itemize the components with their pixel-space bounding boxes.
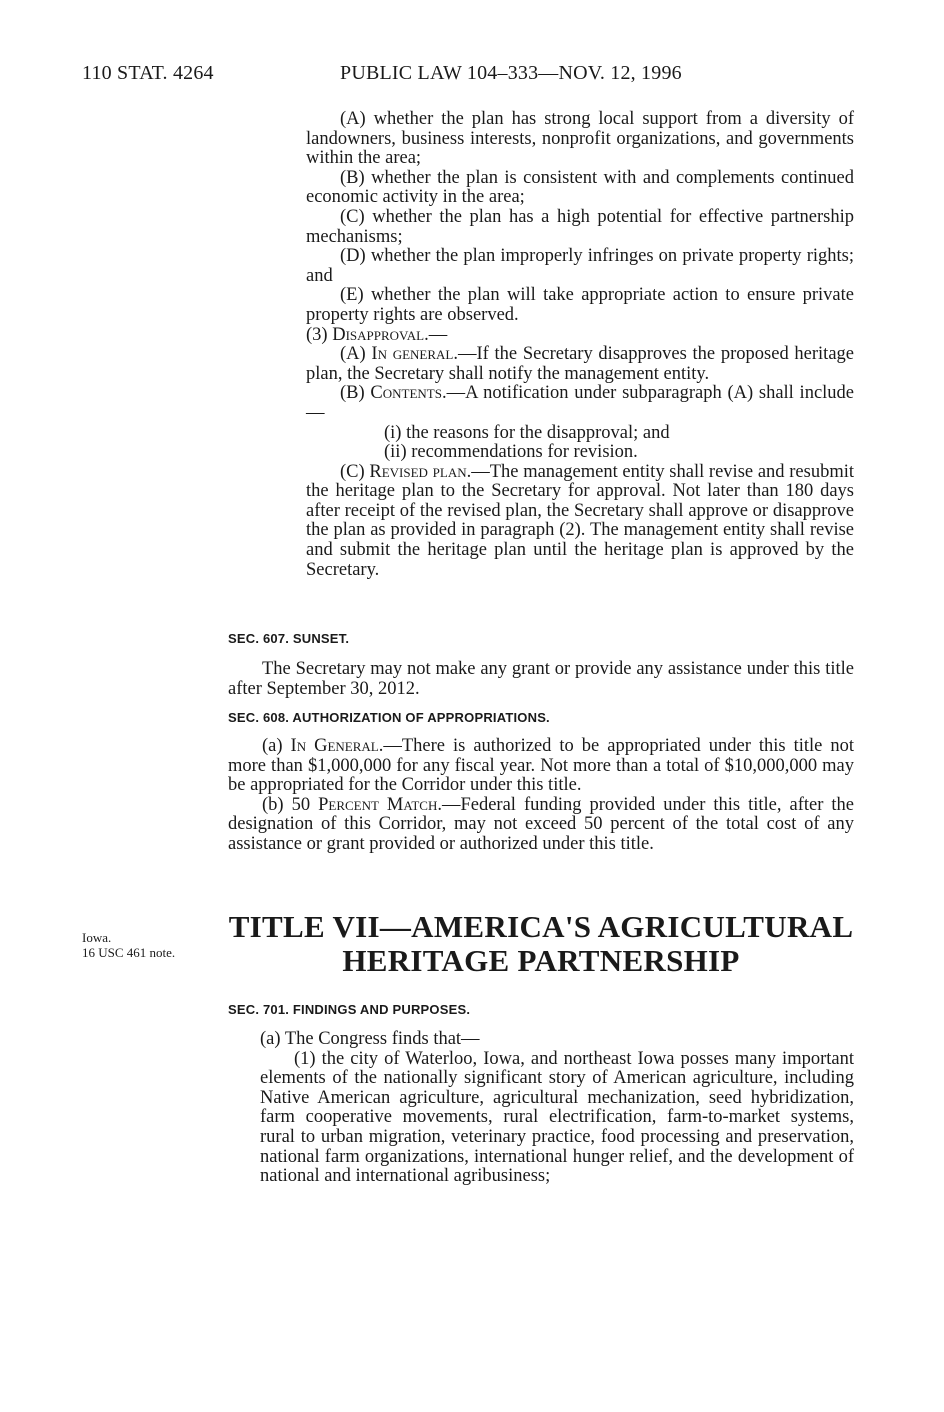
sec608-a-text: —There is authorized to be appropriated under this title not more than $1,000,000 for any fiscal year. Not more than a total of $10,000,000 may be appropriated for the Corridor under this title. — [228, 736, 854, 796]
criterion-e: (E) whether the plan will take appropriate action to ensure private property rights are observed. — [306, 285, 854, 325]
sec608-a-number: (a) — [262, 736, 283, 756]
criteria-block — [306, 110, 854, 580]
sec608-body — [228, 737, 854, 855]
disapproval-general — [306, 345, 854, 384]
revised-number: (C) — [340, 461, 365, 482]
criterion-a: (A) whether the plan has strong local support from a diversity of landowners, business interests, nonprofit organizations, and governments within the area; — [306, 109, 854, 169]
criterion-c: (C) whether the plan has a high potential for effective partnership mechanisms; — [306, 206, 854, 247]
title-line-1: TITLE VII—AMERICA'S AGRICULTURAL — [228, 909, 854, 944]
title-line-2: HERITAGE PARTNERSHIP — [342, 943, 740, 978]
margin-note-state: Iowa. — [82, 930, 112, 945]
disapproval-label: Disapproval.— — [332, 324, 448, 345]
page-stat-number: 110 STAT. 4264 — [82, 62, 214, 84]
sec608-a-label: In General. — [290, 736, 384, 756]
criterion-d: (D) whether the plan improperly infringes on private property rights; and — [306, 246, 854, 286]
sec701-body — [260, 1030, 854, 1187]
disapproval-contents — [306, 384, 854, 423]
sec608-a — [228, 737, 854, 796]
sec701-heading: SEC. 701. FINDINGS AND PURPOSES. — [228, 1002, 471, 1017]
sec607-heading: SEC. 607. SUNSET. — [228, 631, 350, 646]
disapproval-number: (3) — [306, 324, 328, 345]
contents-text: —A notification under subparagraph (A) shall include— — [306, 383, 855, 423]
margin-note — [82, 930, 175, 960]
general-label: In general. — [371, 344, 458, 365]
title-heading — [228, 910, 854, 978]
general-text: —If the Secretary disapproves the proposed heritage plan, the Secretary shall notify the management entity. — [306, 344, 854, 384]
contents-number: (B) — [340, 383, 365, 404]
contents-item-ii: (ii) recommendations for revision. — [384, 442, 638, 463]
sec608-b-number: (b) 50 — [262, 794, 311, 815]
sec608-b-label: Percent Match. — [318, 794, 442, 815]
sec607-text: The Secretary may not make any grant or provide any assistance under this title after September 30, 2012. — [228, 659, 854, 699]
sec608-b — [228, 796, 854, 855]
sec701-finding-1: (1) the city of Waterloo, Iowa, and northeast Iowa posses many important elements of the nationally significant story of American agriculture, including Native American agriculture, agricultural mechanization, seed hybridization, farm cooperative movements, rural electrification, farm-to-market systems, rural to urban migration, veterinary practice, food processing and preservation, national farm organizations, international hunger relief, and the development of national and international agribusiness; — [260, 1048, 854, 1187]
running-head: PUBLIC LAW 104–333—NOV. 12, 1996 — [340, 62, 682, 84]
sec608-b-text: —Federal funding provided under this title, after the designation of this Corridor, may not exceed 50 percent of the total cost of any assistance or grant provided or authorized under this title. — [228, 794, 854, 854]
sec608-heading: SEC. 608. AUTHORIZATION OF APPROPRIATIONS. — [228, 710, 550, 725]
margin-note-citation: 16 USC 461 note. — [82, 945, 176, 960]
criterion-b: (B) whether the plan is consistent with and complements continued economic activity in the area; — [306, 167, 854, 208]
contents-label: Contents. — [370, 383, 447, 404]
general-number: (A) — [340, 344, 366, 365]
sec607-body — [228, 660, 854, 699]
disapproval-heading — [306, 326, 854, 346]
revised-text: —The management entity shall revise and resubmit the heritage plan to the Secretary for approval. Not later than 180 days after receipt of the revised plan, the Secretary shall approve or disapprove the plan as provided in paragraph (2). The management entity shall revise and submit the heritage plan until the heritage plan is approved by the Secretary. — [306, 461, 854, 580]
contents-item-i: (i) the reasons for the disapproval; and — [384, 422, 670, 443]
revised-label: Revised plan. — [369, 461, 472, 482]
sec701-a: (a) The Congress finds that— — [260, 1029, 480, 1049]
disapproval-revised-plan — [306, 463, 854, 581]
